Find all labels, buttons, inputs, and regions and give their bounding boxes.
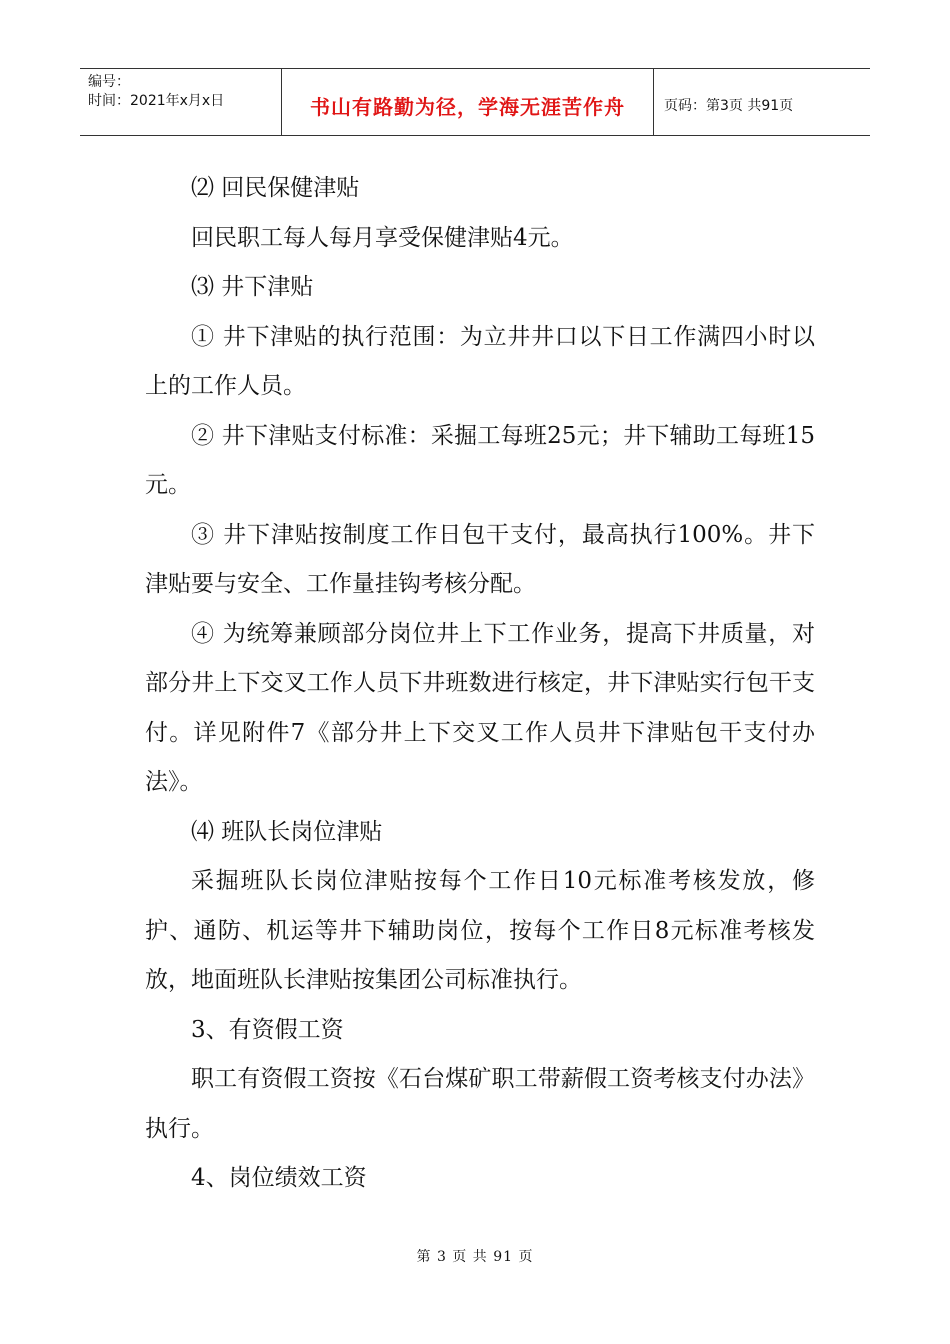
paragraph-9: 采掘班队长岗位津贴按每个工作日10元标准考核发放，修护、通防、机运等井下辅助岗位，按每个工作日8元标准考核发放，地面班队长津贴按集团公司标准执行。 bbox=[145, 868, 815, 993]
header-page-info: 页码：第3页 共91页 bbox=[664, 98, 794, 114]
paragraph-4: ① 井下津贴的执行范围：为立井井口以下日工作满四小时以上的工作人员。 bbox=[145, 323, 815, 399]
date-label: 时间：2021年x月x日 bbox=[88, 93, 225, 109]
paragraph-6: ③ 井下津贴按制度工作日包干支付，最高执行100%。井下津贴要与安全、工作量挂钩考核分配。 bbox=[145, 521, 815, 597]
paragraph-3: ⑶ 井下津贴 bbox=[191, 274, 314, 300]
paragraph-5: ② 井下津贴支付标准：采掘工每班25元；井下辅助工每班15元。 bbox=[145, 422, 815, 498]
code-label: 编号： bbox=[88, 74, 130, 90]
paragraph-12: 4、岗位绩效工资 bbox=[191, 1165, 367, 1191]
paragraph-2: 回民职工每人每月享受保健津贴4元。 bbox=[191, 224, 574, 251]
header-meta bbox=[80, 69, 282, 135]
document-body bbox=[145, 164, 815, 1204]
paragraph-1: ⑵ 回民保健津贴 bbox=[191, 175, 360, 201]
paragraph-10: 3、有资假工资 bbox=[191, 1016, 344, 1043]
paragraph-11: 职工有资假工资按《石台煤矿职工带薪假工资考核支付办法》执行。 bbox=[145, 1066, 815, 1142]
page-header bbox=[80, 68, 870, 136]
paragraph-7: ④ 为统筹兼顾部分岗位井上下工作业务，提高下井质量，对部分井上下交叉工作人员下井班数进行核定，井下津贴实行包干支付。详见附件7《部分井上下交叉工作人员井下津贴包干支付办法》。 bbox=[145, 620, 815, 795]
page-footer: 第 3 页 共 91 页 bbox=[416, 1249, 534, 1265]
header-motto: 书山有路勤为径，学海无涯苦作舟 bbox=[282, 69, 654, 135]
paragraph-8: ⑷ 班队长岗位津贴 bbox=[191, 818, 383, 845]
